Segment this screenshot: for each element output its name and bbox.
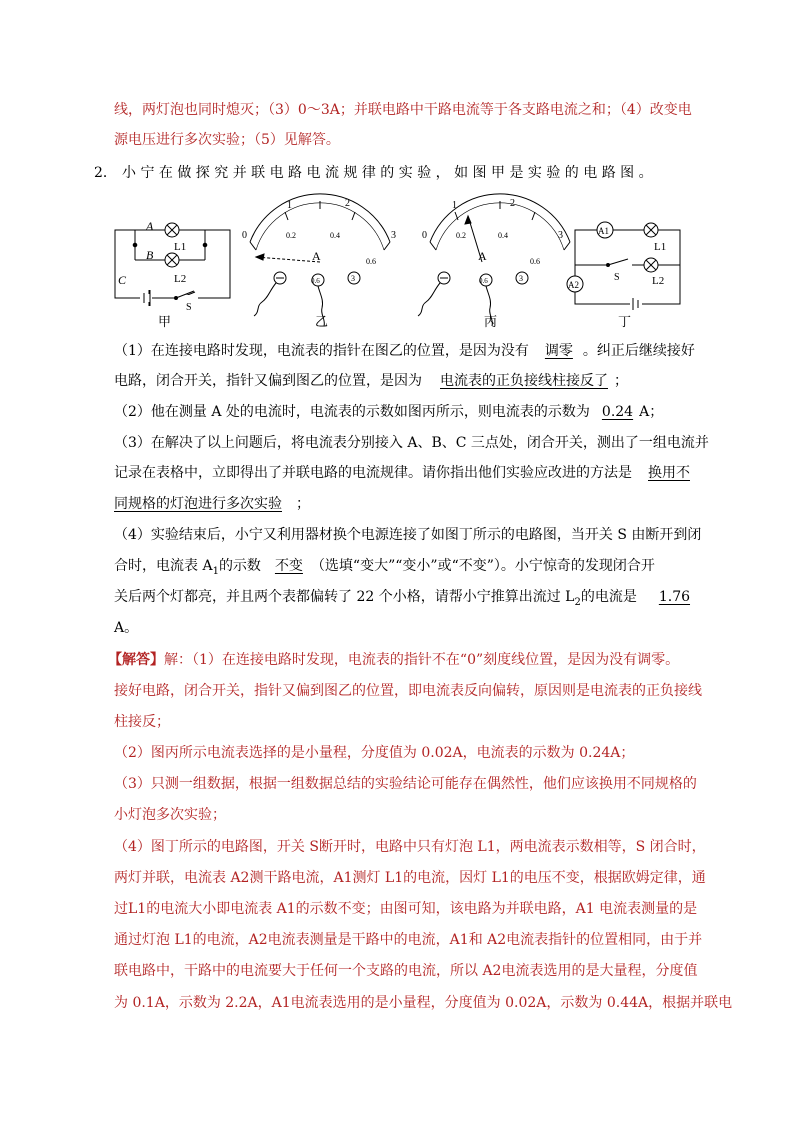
part3-answer-a: 换用不 bbox=[648, 465, 690, 481]
yi-sub-04: 0.4 bbox=[330, 231, 340, 240]
part4-line1: （4）实验结束后，小宁又利用器材换个电源连接了如图丁所示的电路图，当开关 S 由断开到闭 bbox=[114, 527, 702, 543]
ding-A1: A1 bbox=[598, 226, 609, 236]
label-S-jia: S bbox=[186, 302, 192, 313]
solution-tag: 【解答】 bbox=[108, 652, 164, 668]
bing-scale-0: 0 bbox=[422, 230, 427, 241]
solution-line5: （3）只测一组数据，根据一组数据总结的实验结论可能存在偶然性，他们应该换用不同规格的 bbox=[114, 776, 697, 792]
label-C: C bbox=[118, 273, 127, 287]
part1-text-c: 电路，闭合开关，指针又偏到图乙的位置，是因为 bbox=[114, 373, 422, 389]
yi-scale-1: 1 bbox=[287, 200, 292, 211]
yi-term-06: 0.6 bbox=[311, 277, 320, 285]
yi-sub-06: 0.6 bbox=[366, 257, 376, 266]
figures-row bbox=[110, 190, 690, 332]
part1-text-a: （1）在连接电路时发现，电流表的指针在图乙的位置，是因为没有 bbox=[114, 343, 529, 359]
bing-sub-06: 0.6 bbox=[530, 257, 540, 266]
label-ding: 丁 bbox=[618, 314, 632, 329]
part2-text-a: （2）他在测量 A 处的电流时，电流表的示数如图丙所示，则电流表的示数为 bbox=[114, 404, 590, 420]
label-yi: 乙 bbox=[315, 314, 329, 329]
part4-answer-1: 不变 bbox=[274, 558, 303, 574]
part4-text-b2: 的示数 bbox=[218, 558, 261, 574]
question-stem: 小 宁 在 做 探 究 并 联 电 路 电 流 规 律 的 实 验 ， 如 图 甲 是 实 验 的 电 路 图 。 bbox=[122, 165, 653, 181]
part4-text-b1: 合时，电流表 A bbox=[114, 558, 213, 574]
question-number: 2． bbox=[94, 165, 117, 181]
part4-line3 bbox=[114, 587, 690, 613]
label-B: B bbox=[146, 248, 154, 262]
yi-scale-3: 3 bbox=[391, 230, 396, 241]
part3-answer-b: 同规格的灯泡进行多次实验 bbox=[114, 496, 282, 512]
part2-text-b: A； bbox=[639, 404, 664, 420]
bing-sub-04: 0.4 bbox=[498, 231, 508, 240]
part3-line2 bbox=[114, 463, 690, 483]
part1-answer-1: 调零 bbox=[544, 343, 573, 359]
part3-line3 bbox=[114, 494, 310, 514]
label-L1-ding: L1 bbox=[654, 241, 667, 253]
bing-sub-02: 0.2 bbox=[456, 231, 466, 240]
part4-text-c1: 关后两个灯都亮，并且两个表都偏转了 22 个小格，请帮小宁推算出流过 L bbox=[114, 589, 575, 605]
solution-line2: 接好电路，闭合开关，指针又偏到图乙的位置，即电流表反向偏转，原因则是电流表的正负接线 bbox=[114, 683, 702, 699]
yi-scale-0: 0 bbox=[242, 230, 247, 241]
part2-line bbox=[114, 402, 663, 422]
bing-scale-3: 3 bbox=[558, 230, 563, 241]
solution-text-1: 解：（1）在连接电路时发现，电流表的指针不在“0”刻度线位置，是因为没有调零。 bbox=[164, 652, 680, 668]
solution-line4: （2）图丙所示电流表选择的是小量程，分度值为 0.02A，电流表的示数为 0.24A； bbox=[114, 745, 635, 761]
label-L1-jia: L1 bbox=[174, 241, 187, 253]
prev-answer-line-1: 线，两灯泡也同时熄灭；（3）0～3A；并联电路中干路电流等于各支路电流之和；（4）改变电 bbox=[114, 102, 692, 118]
solution-line12: 为 0.1A，示数为 2.2A，A1电流表选用的是小量程，分度值为 0.02A，示数为 0.44A，根据并联电 bbox=[114, 995, 733, 1011]
solution-line6: 小灯泡多次实验； bbox=[114, 807, 226, 823]
solution-line8: 两灯并联，电流表 A2测干路电流，A1测灯 L1的电流，因灯 L1的电压不变，根据欧姆定律，通 bbox=[114, 870, 706, 886]
yi-meter-A: A bbox=[312, 249, 321, 263]
ammeter-bing bbox=[418, 194, 570, 326]
part2-answer: 0.24 bbox=[601, 404, 634, 420]
figure-ding bbox=[567, 222, 680, 310]
label-A: A bbox=[146, 219, 154, 233]
figure-jia bbox=[115, 223, 230, 306]
label-bing: 丙 bbox=[484, 314, 498, 329]
label-jia: 甲 bbox=[158, 314, 172, 329]
bing-term-06: 0.6 bbox=[479, 277, 488, 285]
part1-text-d: ； bbox=[614, 373, 628, 389]
circuit-figures bbox=[110, 190, 690, 332]
part4-line2 bbox=[114, 556, 655, 582]
part4-text-b3: （选填“变大”“变小”或“不变”）。小宁惊奇的发现闭合开 bbox=[310, 558, 655, 574]
solution-line1 bbox=[108, 650, 679, 670]
part4-sub-1: 1 bbox=[212, 565, 219, 577]
part1-line1 bbox=[114, 341, 695, 361]
bing-term-3: 3 bbox=[519, 274, 523, 283]
yi-sub-02: 0.2 bbox=[286, 231, 296, 240]
part1-line2 bbox=[114, 371, 628, 391]
bing-scale-2: 2 bbox=[510, 198, 515, 209]
part3-line1: （3）在解决了以上问题后，将电流表分别接入 A、B、C 三点处，闭合开关，测出了一组电流并 bbox=[114, 435, 709, 451]
part4-answer-2: 1.76 bbox=[658, 589, 691, 605]
part3-text-c: ； bbox=[296, 496, 310, 512]
part4-line4: A。 bbox=[114, 620, 139, 636]
bing-meter-A: A bbox=[478, 249, 487, 263]
part1-text-b: 。纠正后继续接好 bbox=[582, 343, 695, 359]
bing-scale-1: 1 bbox=[452, 200, 457, 211]
label-L2-jia: L2 bbox=[174, 273, 187, 285]
yi-scale-2: 2 bbox=[345, 198, 350, 209]
prev-answer-line-2: 源电压进行多次实验；（5）见解答。 bbox=[114, 132, 340, 148]
part3-text-b: 记录在表格中，立即得出了并联电路的电流规律。请你指出他们实验应改进的方法是 bbox=[114, 465, 632, 481]
ding-A2: A2 bbox=[568, 280, 579, 290]
part4-sub-2: 2 bbox=[574, 596, 581, 608]
part1-answer-2: 电流表的正负接线柱接反了 bbox=[440, 373, 608, 389]
solution-line3: 柱接反； bbox=[114, 714, 170, 730]
yi-term-3: 3 bbox=[351, 274, 355, 283]
solution-line7: （4）图丁所示的电路图，开关 S断开时，电路中只有灯泡 L1，两电流表示数相等，S 闭合时， bbox=[114, 839, 706, 855]
solution-line9: 过L1的电流大小即电流表 A1的示数不变；由图可知，该电路为并联电路，A1 电流表测量的是 bbox=[114, 901, 698, 917]
solution-line10: 通过灯泡 L1的电流，A2电流表测量是干路中的电流，A1和 A2电流表指针的位置相同，由于并 bbox=[114, 932, 703, 948]
solution-line11: 联电路中，干路中的电流要大于任何一个支路的电流，所以 A2电流表选用的是大量程，分度值 bbox=[114, 963, 698, 979]
label-L2-ding: L2 bbox=[652, 275, 665, 287]
part4-text-c2: 的电流是 bbox=[580, 589, 637, 605]
label-S-ding: S bbox=[614, 272, 620, 283]
